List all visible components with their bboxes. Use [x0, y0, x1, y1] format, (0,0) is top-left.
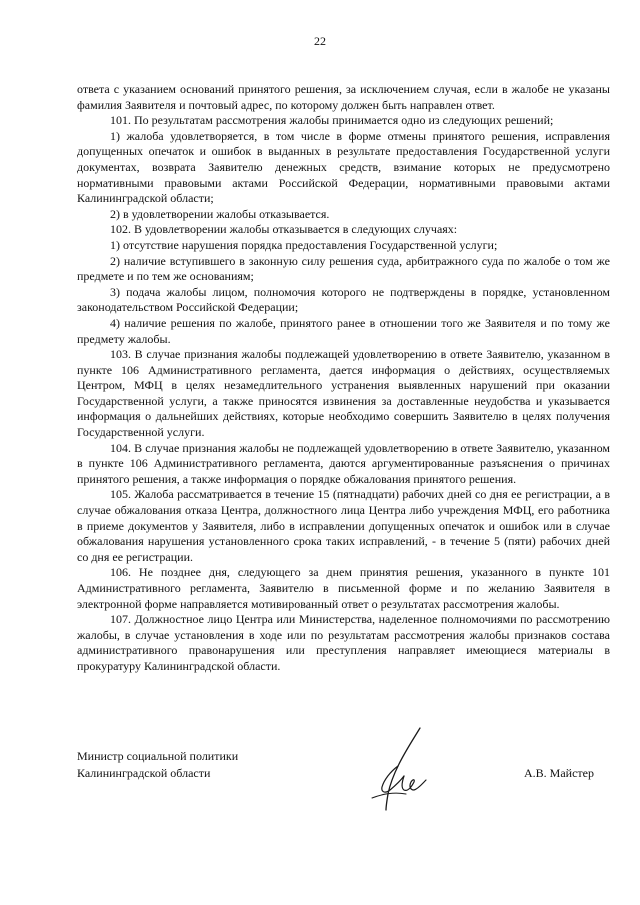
- paragraph-101: 101. По результатам рассмотрения жалобы принимается одно из следующих решений;: [110, 113, 554, 128]
- signer-title-line-2: Калининградской области: [77, 766, 211, 780]
- paragraph-103: 103. В случае признания жалобы подлежащей удовлетворению в ответе Заявителю, указанном в пункте 106 Административного регламента, дается информация о действиях, осуществляемых Центром, МФЦ в целях незамедлительного устранения выявленных нарушений при оказании Государственной услуги, а также приносятся извинения за доставленные неудобства и указывается информация о дальнейших действиях, которые необходимо совершить Заявителю в целях получения Государственной услуги.: [77, 347, 610, 440]
- signer-title: [77, 748, 238, 782]
- handwritten-signature: [368, 724, 438, 814]
- paragraph-107: 107. Должностное лицо Центра или Министерства, наделенное полномочиями по рассмотрению жалобы, в случае установления в ходе или по результатам рассмотрения жалобы признаков состава административного правонарушения или преступления направляет имеющиеся материалы в прокуратуру Калининградской области.: [77, 612, 610, 673]
- signer-name: А.В. Майстер: [524, 766, 594, 780]
- paragraph-continuation: ответа с указанием оснований принятого решения, за исключением случая, если в жалобе не указаны фамилия Заявителя и почтовый адрес, по которому должен быть направлен ответ.: [77, 82, 610, 112]
- paragraph-106: 106. Не позднее дня, следующего за днем принятия решения, указанного в пункте 101 Административного регламента, Заявителю в письменной форме и по желанию Заявителя в электронной форме направляется мотивированный ответ о результатах рассмотрения жалобы.: [77, 565, 610, 611]
- paragraph-102-item-4: 4) наличие решения по жалобе, принятого ранее в отношении того же Заявителя и по тому же предмету жалобы.: [77, 315, 610, 346]
- signer-title-line-1: Министр социальной политики: [77, 749, 239, 763]
- paragraph-101-item-1: 1) жалоба удовлетворяется, в том числе в форме отмены принятого решения, исправления допущенных опечаток и ошибок в выданных в результате предоставления Государственной услуги документах, возврата Заявителю денежных средств, взимание которых не предусмотрено нормативными правовыми актами Российской Федерации, нормативными правовыми актами Калининградской области;: [77, 128, 610, 206]
- paragraph-104: 104. В случае признания жалобы не подлежащей удовлетворению в ответе Заявителю, указанном в пункте 106 Административного регламента, даются аргументированные разъяснения о причинах принятого решения, а также информация о порядке обжалования принятого решения.: [77, 440, 610, 486]
- paragraph-101-item-2: 2) в удовлетворении жалобы отказывается.: [110, 206, 330, 221]
- paragraph-102-item-3: 3) подача жалобы лицом, полномочия которого не подтверждены в порядке, установленном законодательством Российской Федерации;: [77, 284, 610, 315]
- signature-block: [77, 748, 610, 808]
- paragraph-102-item-1: 1) отсутствие нарушения порядка предоставления Государственной услуги;: [110, 237, 498, 252]
- paragraph-102: 102. В удовлетворении жалобы отказывается в следующих случаях:: [110, 222, 458, 237]
- paragraph-105: 105. Жалоба рассматривается в течение 15 (пятнадцати) рабочих дней со дня ее регистрации, а в случае обжалования отказа Центра, должностного лица Центра либо учреждения МФЦ, его работника в приеме документов у Заявителя, либо в исправлении допущенных опечаток и ошибок или в случае обжалования нарушения установленного срока таких исправлений, - в течение 5 (пяти) рабочих дней со дня ее регистрации.: [77, 487, 610, 564]
- paragraph-102-item-2: 2) наличие вступившего в законную силу решения суда, арбитражного суда по жалобе о том же предмете и по тем же основаниям;: [77, 253, 610, 284]
- page-number: 22: [314, 34, 326, 48]
- document-body: [77, 82, 610, 675]
